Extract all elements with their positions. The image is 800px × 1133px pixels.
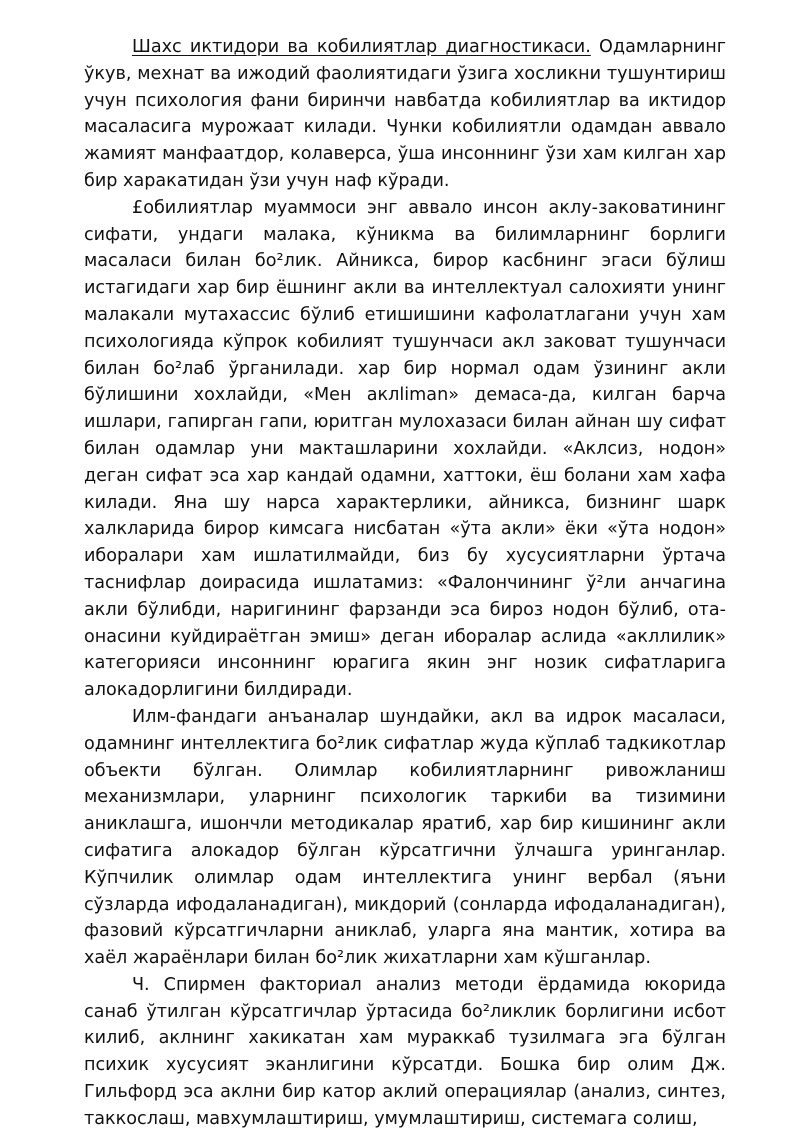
paragraph-text: £обилиятлар муаммоси энг аввало инсон аклу-заковатининг сифати, ундаги малака, кўникма ва билимларнинг борлиги масаласи билан бо²лик. Айникса, бирор касбнинг эгаси бўлиш истагидаги хар бир ёшнинг акли ва интеллектуал салохияти унинг малакали мутахассис бўлиб етишишини кафолатлагани учун хам психологияда кўпрок кобилият тушунчаси акл заковат тушунчаси билан бо²лаб ўрганилади. хар бир нормал одам ўзининг акли бўлишини хохлайди, «Мен аклliman» демаса-да, килган барча ишлари, гапирган гапи, юритган мулохазаси билан айнан шу сифат билан одамлар уни макташларини хохлайди. «Аклсиз, нодон» деган сифат эса хар кандай одамни, хаттоки, ёш болани хам хафа килади. Яна шу нарса характерлики, айникса, бизнинг шарк халкларида бирор кимсага нисбатан «ўта акли» ёки «ўта нодон» иборалари хам ишлатилмайди, биз бу хусусиятларни ўртача таснифлар доирасида ишлатамиз: «Фалончининг ў²ли анчагина акли бўлибди, наригининг фарзанди эса бироз нодон бўлиб, ота-онасини куйдираётган эмиш» деган иборалар аслида «акллилик» категорияси инсоннинг юрагига якин энг нозик сифатларига алокадорлигини билдиради. (84, 197, 726, 701)
paragraph-spearman (84, 972, 726, 1133)
document-page (84, 34, 726, 1133)
paragraph-text: Илм-фандаги анъаналар шундайки, акл ва идрок масаласи, одамнинг интеллектига бо²лик сифатлар жуда кўплаб тадкикотлар объекти бўлган. Олимлар кобилиятларнинг ривожланиш механизмлари, уларнинг психологик таркиби ва тизимини аниклашга, ишончли методикалар яратиб, хар бир кишининг акли сифатига алокадор бўлган кўрсатгични ўлчашга уринганлар. Кўпчилик олимлар одам интеллектига унинг вербал (яъни сўзларда ифодаланадиган), микдорий (сонларда ифодаланадиган), фазовий кўрсатгичларни аниклаб, уларга яна мантик, хотира ва хаёл жараёнлари билан бо²лик жихатларни хам кўшганлар. (84, 706, 726, 969)
paragraph-traditions (84, 704, 726, 972)
paragraph-abilities (84, 195, 726, 704)
paragraph-intro (84, 34, 726, 195)
paragraph-text: Одамларнинг ўкув, мехнат ва ижодий фаолиятидаги ўзига хосликни тушунтириш учун психология фани биринчи навбатда кобилиятлар ва иктидор масаласига мурожаат килади. Чунки кобилиятли одамдан аввало жамият манфаатдор, колаверса, ўша инсоннинг ўзи хам килган хар бир харакатидан ўзи учун наф кўради. (84, 37, 726, 191)
paragraph-text: Ч. Спирмен факториал анализ методи ёрдамида юкорида санаб ўтилган кўрсатгичлар ўртасида бо²ликлик борлигини исбот килиб, аклнинг хакикатан хам мураккаб тузилмага эга бўлган психик хусусият эканлигини кўрсатди. Бошка бир олим Дж. Гильфорд эса аклни бир катор аклий операциялар (анализ, синтез, таккослаш, мавхумлаштириш, умумлаштириш, системага солиш, (84, 974, 726, 1129)
section-heading: Шахс иктидори ва кобилиятлар диагностикаси. (132, 37, 591, 57)
